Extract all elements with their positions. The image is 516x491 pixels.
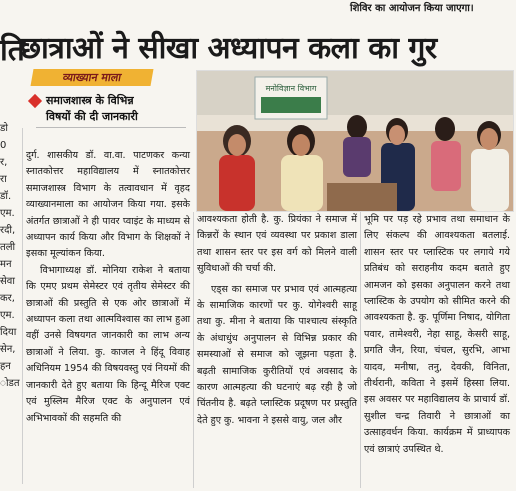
- left-margin-column: [0, 120, 18, 480]
- left-fragment: ोडत: [0, 378, 20, 389]
- left-fragment: 0: [0, 140, 7, 151]
- classroom-photo-illustration: [197, 71, 513, 211]
- article-column-1: [26, 148, 190, 488]
- left-fragment: कर,: [0, 293, 15, 304]
- left-fragment: डो: [0, 123, 8, 134]
- left-fragment: एम.: [0, 208, 15, 219]
- column-divider: [22, 128, 23, 484]
- article-column-2: [197, 212, 357, 488]
- column-divider: [360, 212, 361, 488]
- left-fragment: डॉ.: [0, 191, 12, 202]
- category-tag: व्याख्यान माला: [31, 69, 154, 86]
- left-cut-headline: ति: [0, 33, 25, 68]
- left-fragment: र,: [0, 157, 8, 168]
- left-fragment: एम.: [0, 310, 15, 321]
- photo-banner-text: मनोविज्ञान विभाग: [265, 84, 317, 93]
- article-column-3: [364, 212, 510, 488]
- col2-paragraph-2: एड्स का समाज पर प्रभाव एवं आत्महत्या के सामाजिक कारणों पर कु. योगेश्वरी साहू तथा कु. मीना ने बताया कि पाश्चात्य संस्कृति के अंधाधुंध अनुपालन से विभिन्न प्रकार की समस्याओं से समाज को जूझना पड़ता है. बढ़ती सामाजिक कुरीतियों एवं अवसाद के कारण आत्महत्या की घटनाएं बढ़ रही है जो चिंतनीय है. बढ़ते प्लास्टिक प्रदूषण पर प्रस्तुति देते हुए कु. भावना ने इससे वायु, जल और: [197, 283, 357, 426]
- left-fragment: दिया: [0, 327, 17, 338]
- col2-paragraph-1: आवश्यकता होती है. कु. प्रियंका ने समाज में किन्नरों के स्थान एवं व्यवस्था पर प्रकाश डाला तथा शासन स्तर पर इस वर्ग को मिलने वाली सुविधाओं की चर्चा की.: [197, 214, 357, 275]
- top-cut-text: शिविर का आयोजन किया जाएगा।: [350, 3, 474, 14]
- subheading-divider: [36, 127, 186, 128]
- headline: छात्राओं ने सीखा अध्यापन कला का गुर: [20, 31, 437, 66]
- left-fragment: रा: [0, 174, 7, 185]
- left-fragment: तली: [0, 242, 16, 253]
- col1-paragraph-2: विभागाध्यक्ष डॉ. मोनिया राकेश ने बताया कि एमए प्रथम सेमेस्टर एवं तृतीय सेमेस्टर की छात्राओं की प्रस्तुति से एक ओर छात्राओं में अध्यापन कला तथा आत्मविश्वास का लाभ हुआ वहीं उनसे विषयगत जानकारी का लाभ अन्य छात्राओं ने लिया. कु. काजल ने हिंदू विवाह अधिनियम 1954 की विषयवस्तु एवं नियमों की जानकारी देते हुए बताया कि हिन्दू मैरिज एक्ट एवं मुस्लिम मैरिज एक्ट के अनुपालन एवं अभिभावकों की सहमति की: [26, 264, 190, 424]
- left-fragment: सेन,: [0, 344, 16, 355]
- subheading-line-1: समाजशास्त्र के विभिन्न: [46, 94, 134, 107]
- left-fragment: सेवा: [0, 276, 15, 287]
- col3-paragraph-1: भूमि पर पड़ रहे प्रभाव तथा समाधान के लिए संकल्प की आवश्यकता बतलाई. शासन स्तर पर प्लास्टिक पर लगाये गये प्रतिबंध को सराहनीय कदम बताते हुए आमजन को इसका अनुपालन करने तथा प्लास्टिक के उपयोग को सीमित करने की आवश्यकता है. कु. पूर्णिमा निषाद, योगिता पवार, तामेश्वरी, नेहा साहू, केसरी साहू, प्रगति जैन, रिया, चंचल, सुरभि, आभा यादव, मनीषा, तनु, देवकी, विनिता, तीर्थरानी, कविता ने इसमें हिस्सा लिया. इस अवसर पर महाविद्यालय के प्राचार्य डॉ. सुशील चन्द्र तिवारी ने छात्राओं का उत्साहवर्धन किया. कार्यक्रम में प्राध्यापक एवं छात्राएं उपस्थित थे.: [364, 214, 510, 455]
- news-photo: [196, 70, 514, 212]
- bullet-diamond-icon: [28, 94, 42, 108]
- left-fragment: मन: [0, 259, 12, 270]
- col1-paragraph-1: दुर्ग. शासकीय डॉ. वा.वा. पाटणकर कन्या स्नातकोत्तर महाविद्यालय में स्नातकोत्तर समाजशास्त्र विभाग के तत्वावधान में वृहद व्याख्यानमाला का आयोजन किया गया. इसके अंतर्गत छात्राओं ने ही पावर प्वाइंट के माध्यम से अध्यापन कार्य किया और विभाग के शिक्षकों ने इसका मूल्यांकन किया.: [26, 150, 190, 260]
- subheading-line-2: विषयों की दी जानकारी: [46, 110, 138, 123]
- left-fragment: रदी,: [0, 225, 16, 236]
- column-divider: [193, 212, 194, 488]
- left-fragment: हन: [0, 361, 11, 372]
